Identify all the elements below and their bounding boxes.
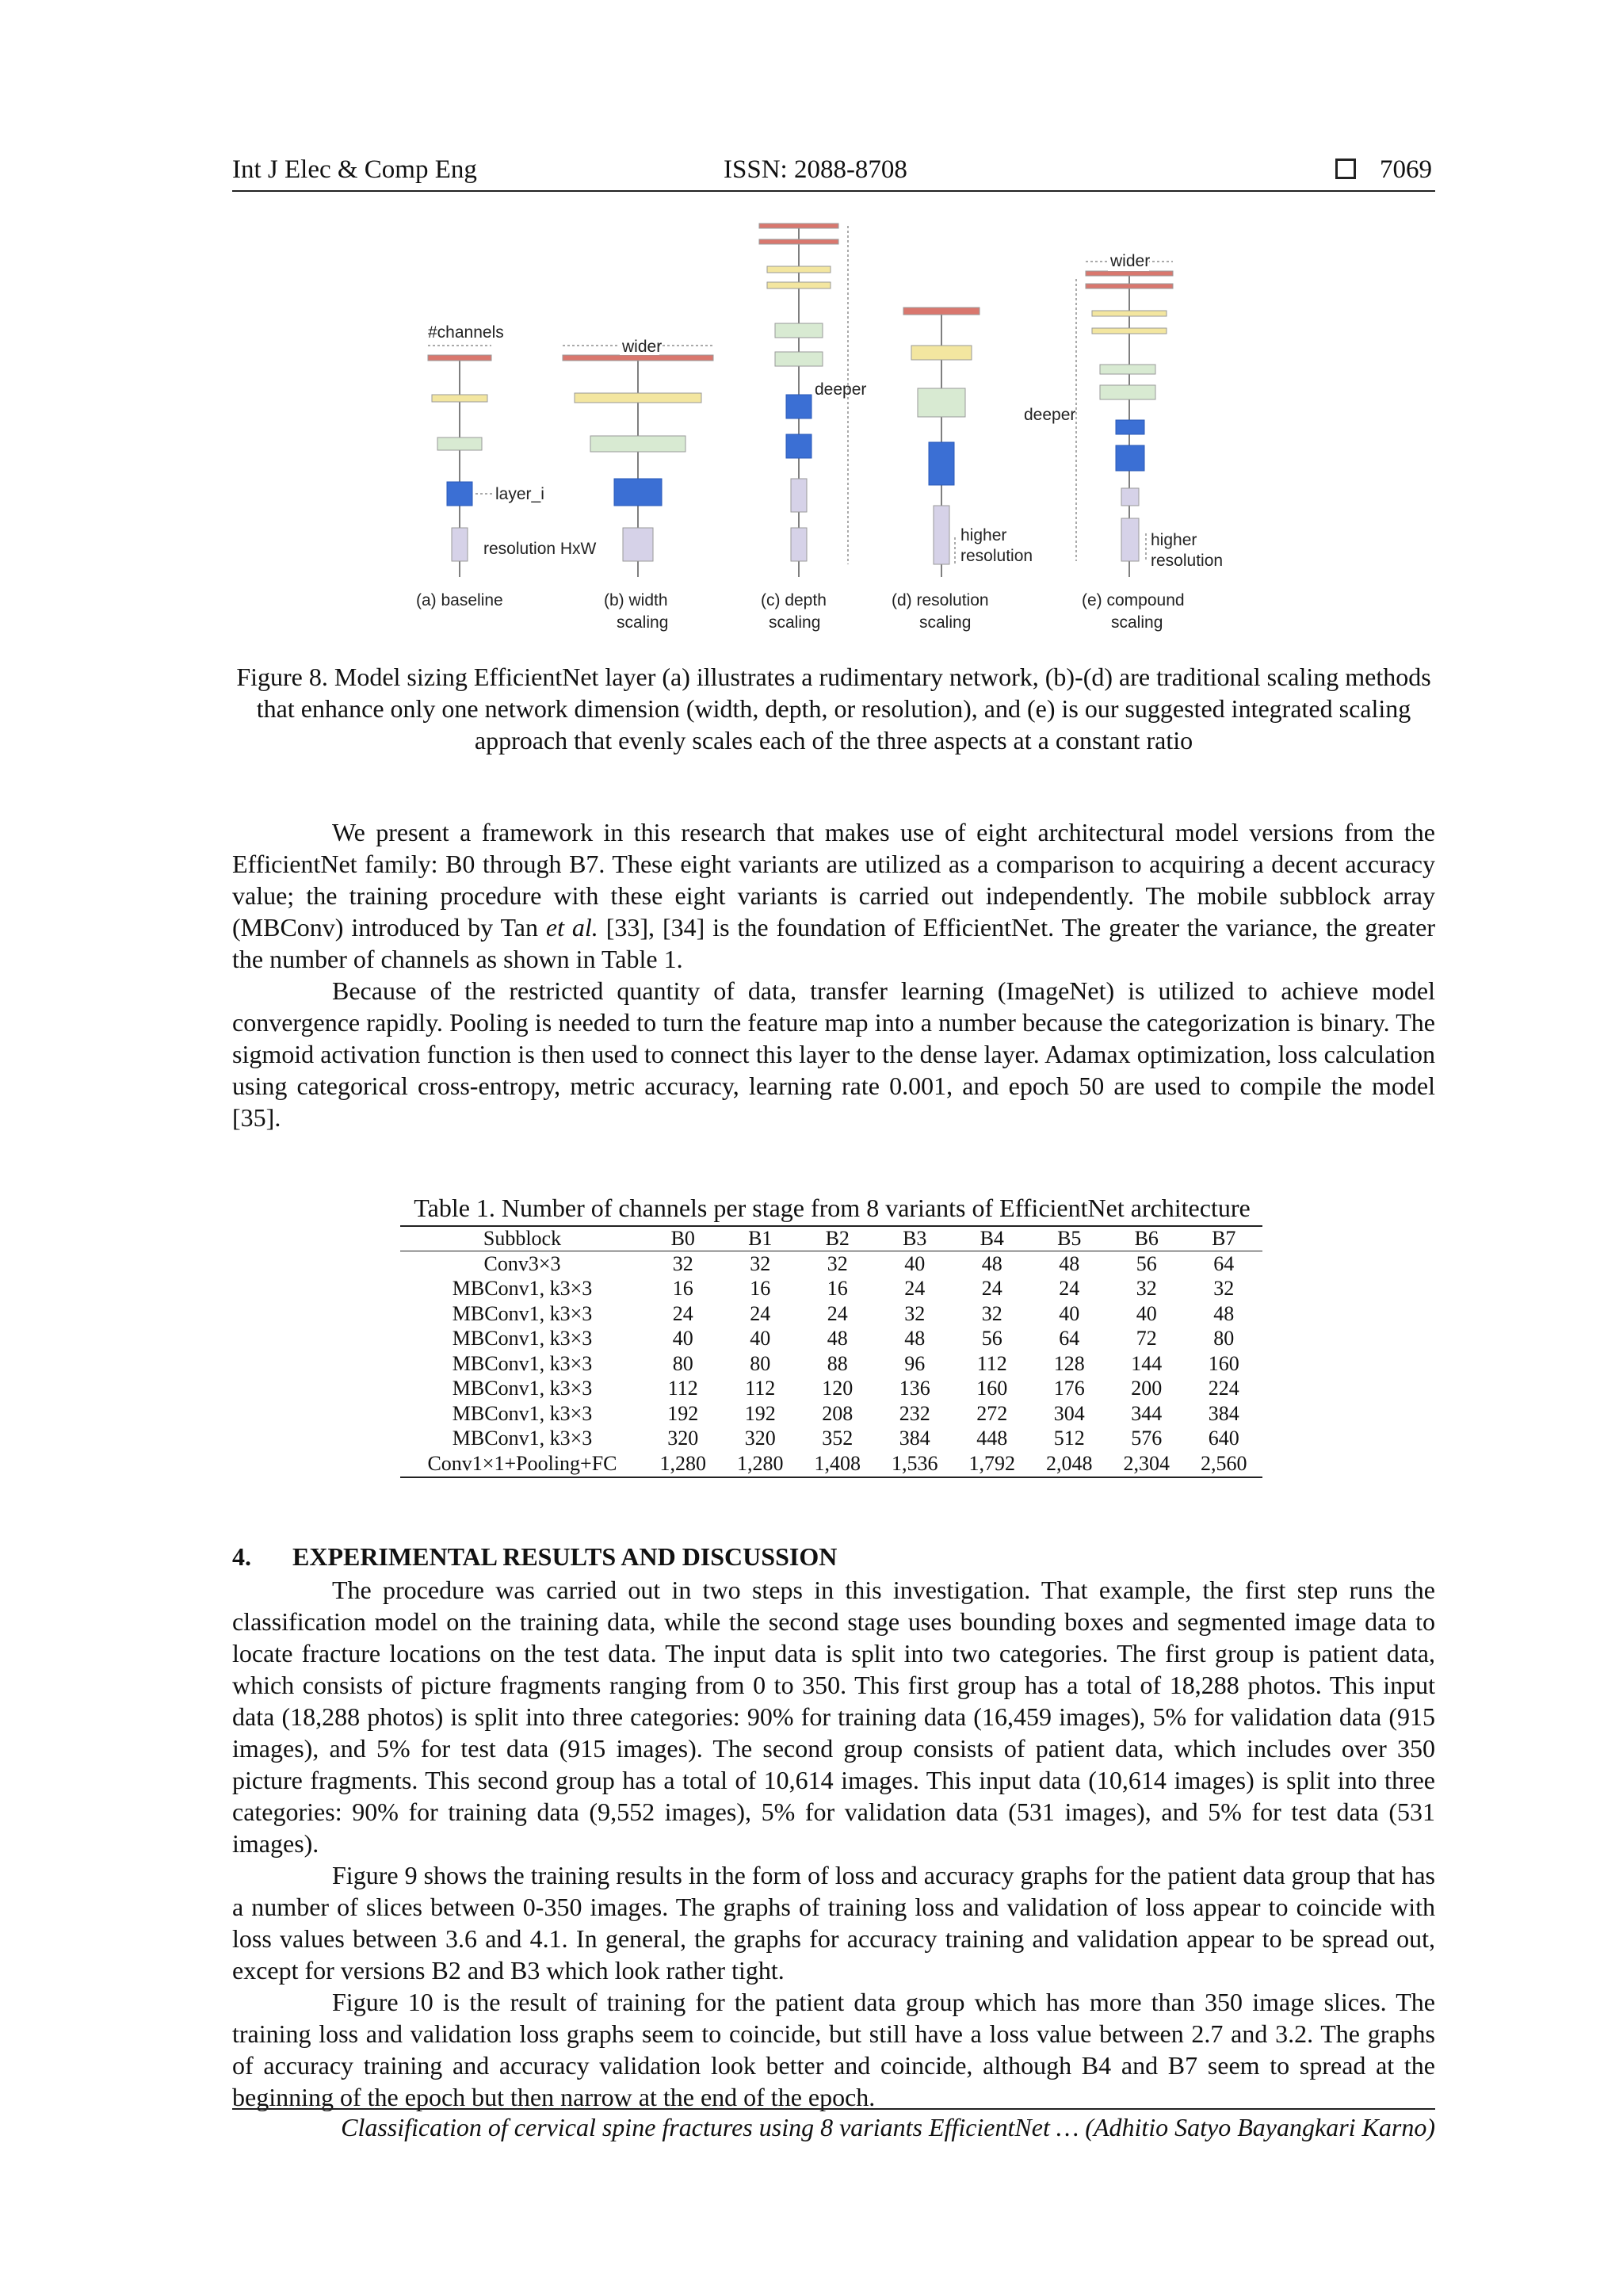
table-row — [400, 1277, 1262, 1302]
channel-cell: 112 — [667, 1377, 698, 1400]
table-header-cell: Subblock — [400, 1226, 644, 1251]
layer-i-label: layer_i — [495, 485, 544, 503]
page-number: 7069 — [1380, 155, 1432, 184]
channel-cell: 576 — [1131, 1427, 1163, 1450]
table-row — [400, 1427, 1262, 1452]
paragraph-figure-9: Figure 9 shows the training results in the form of loss and accuracy graphs for the patient data group that has a number of slices between 0-350 images. The graphs of training loss and validation of loss appear to coincide with loss values between 3.6 and 4.1. In general, the graphs for accuracy training and validation appear to be spread out, except for versions B2 and B3 which look rather tight. — [232, 1861, 1435, 1985]
channel-cell: 96 — [904, 1351, 926, 1375]
channel-cell: 192 — [667, 1401, 699, 1425]
page-header — [232, 155, 1435, 192]
subblock-cell: MBConv1, k3×3 — [452, 1277, 593, 1301]
subblock-cell: Conv1×1+Pooling+FC — [427, 1451, 617, 1475]
channel-cell: 2,304 — [1123, 1451, 1170, 1475]
channel-cell: 48 — [1213, 1301, 1235, 1325]
deeper-label-c: deeper — [815, 380, 867, 399]
subcaption-d-1: (d) resolution — [892, 591, 989, 609]
channel-cell: 48 — [827, 1327, 848, 1350]
channel-cell: 120 — [822, 1377, 854, 1400]
channel-cell: 48 — [1059, 1251, 1080, 1275]
channel-cell: 24 — [827, 1301, 848, 1325]
channel-cell: 272 — [976, 1401, 1008, 1425]
channels-label: #channels — [428, 323, 504, 342]
figure-8-scaling-diagram — [396, 212, 1268, 640]
table-row — [400, 1301, 1262, 1327]
subcaption-e-2: scaling — [1111, 613, 1163, 632]
channel-cell: 224 — [1208, 1377, 1239, 1400]
paragraph-procedure: The procedure was carried out in two steps in this investigation. That example, the first step runs the classification model on the training data, while the second stage uses bounding boxes and segmented image data to locate fracture locations on the test data. The input data is split into two categories. The first group is patient data, which consists of picture fragments ranging from 0 to 350. This first group has a total of 18,288 photos. This input data (18,288 photos) is split into three categories: 90% for training data (16,459 images), 5% for validation data (915 images), and 5% for test data (915 images). The second group consists of patient data, which includes over 350 picture fragments. This second group has a total of 10,614 images. This input data (10,614 images) is split into three categories: 90% for training data (9,552 images), 5% for validation data (531 images), and 5% for test data (531 images). — [232, 1576, 1435, 1858]
subcaption-b-2: scaling — [617, 613, 669, 632]
channel-cell: 160 — [1208, 1351, 1239, 1375]
channel-cell: 112 — [745, 1377, 776, 1400]
channel-cell: 40 — [1136, 1301, 1157, 1325]
table-row — [400, 1451, 1262, 1477]
channel-cell: 80 — [1213, 1327, 1235, 1350]
subblock-cell: MBConv1, k3×3 — [452, 1327, 593, 1350]
channel-cell: 24 — [981, 1277, 1002, 1301]
channel-cell: 304 — [1053, 1401, 1085, 1425]
channel-cell: 32 — [1213, 1277, 1235, 1301]
deeper-label-e: deeper — [1024, 406, 1076, 424]
channel-cell: 32 — [827, 1251, 848, 1275]
channel-cell: 24 — [904, 1277, 926, 1301]
table-1-caption: Table 1. Number of channels per stage from 8 variants of EfficientNet architecture — [414, 1194, 1251, 1222]
channel-cell: 128 — [1053, 1351, 1085, 1375]
subcaption-c-1: (c) depth — [761, 591, 827, 609]
channel-cell: 2,560 — [1201, 1451, 1247, 1475]
channel-cell: 40 — [1059, 1301, 1080, 1325]
subblock-cell: Conv3×3 — [483, 1251, 561, 1275]
channel-cell: 72 — [1136, 1327, 1157, 1350]
resolution-label-d: resolution — [960, 547, 1033, 565]
figure-8-caption: Figure 8. Model sizing EfficientNet layer (a) illustrates a rudimentary network, (b)-(d) are traditional scaling methods that enhance only one network dimension (width, depth, or resolution), and (e) is our suggested integrated scaling approach that evenly scales each of the three aspects at a constant ratio — [236, 663, 1431, 755]
channel-cell: 80 — [750, 1351, 771, 1375]
table-body — [400, 1251, 1262, 1477]
channel-cell: 384 — [899, 1427, 930, 1450]
channel-cell: 160 — [976, 1377, 1008, 1400]
channel-cell: 1,280 — [737, 1451, 784, 1475]
channel-cell: 56 — [981, 1327, 1002, 1350]
channel-cell: 2,048 — [1046, 1451, 1093, 1475]
channel-cell: 32 — [904, 1301, 926, 1325]
table-header-cell: B4 — [953, 1226, 1031, 1251]
channel-cell: 448 — [976, 1427, 1008, 1450]
channel-cell: 32 — [750, 1251, 771, 1275]
table-row — [400, 1401, 1262, 1427]
channel-cell: 112 — [976, 1351, 1007, 1375]
paragraph-framework-a: We present a framework in this research that makes use of eight architectural model versions from the EfficientNet family: B0 through B7. These eight variants are utilized as a comparison to acquiring a decent accuracy value; the training procedure with these eight variants is carried out independently. The mobile subblock array (MBConv) introduced by Tan — [232, 818, 1435, 942]
channel-cell: 32 — [981, 1301, 1002, 1325]
channel-cell: 32 — [672, 1251, 693, 1275]
subcaption-d-2: scaling — [919, 613, 972, 632]
higher-label-e: higher — [1151, 531, 1197, 549]
channel-cell: 320 — [744, 1427, 776, 1450]
channel-cell: 176 — [1053, 1377, 1085, 1400]
channel-cell: 144 — [1131, 1351, 1163, 1375]
table-1 — [400, 1225, 1262, 1478]
channel-cell: 192 — [744, 1401, 776, 1425]
channel-cell: 320 — [667, 1427, 699, 1450]
et-al: et al. — [545, 913, 598, 942]
channel-cell: 32 — [1136, 1277, 1157, 1301]
channel-cell: 640 — [1208, 1427, 1239, 1450]
channel-cell: 48 — [981, 1251, 1002, 1275]
subblock-cell: MBConv1, k3×3 — [452, 1401, 593, 1425]
channel-cell: 344 — [1131, 1401, 1163, 1425]
channel-cell: 80 — [672, 1351, 693, 1375]
channel-cell: 64 — [1059, 1327, 1080, 1350]
channel-cell: 512 — [1053, 1427, 1085, 1450]
paragraph-framework — [232, 816, 1435, 975]
table-header-cell: B2 — [799, 1226, 876, 1251]
channel-cell: 16 — [672, 1277, 693, 1301]
table-row — [400, 1351, 1262, 1377]
page-footer: Classification of cervical spine fractures using 8 variants EfficientNet … (Adhitio Satyo Bayangkari Karno) — [232, 2108, 1435, 2142]
channel-cell: 64 — [1213, 1251, 1235, 1275]
channel-cell: 24 — [1059, 1277, 1080, 1301]
channel-cell: 88 — [827, 1351, 848, 1375]
resolution-hxw-label: resolution HxW — [483, 540, 597, 558]
subblock-cell: MBConv1, k3×3 — [452, 1427, 593, 1450]
subcaption-b-1: (b) width — [604, 591, 668, 609]
wider-label-b: wider — [622, 338, 663, 356]
channel-cell: 56 — [1136, 1251, 1157, 1275]
channel-cell: 136 — [899, 1377, 930, 1400]
table-header-cell: B0 — [644, 1226, 722, 1251]
higher-label-d: higher — [960, 526, 1007, 544]
table-row — [400, 1377, 1262, 1402]
journal-name: Int J Elec & Comp Eng — [232, 155, 477, 184]
paragraph-figure-10: Figure 10 is the result of training for the patient data group which has more than 350 image slices. The training loss and validation loss graphs seem to coincide, but still have a loss value between 2.7 and 3.2. The graphs of accuracy training and accuracy validation look better and coincide, although B4 and B7 seem to spread at the beginning of the epoch but then narrow at the end of the epoch. — [232, 1988, 1435, 2111]
subfigure-width-scaling — [563, 336, 713, 632]
subfigure-compound-scaling — [1024, 252, 1223, 632]
table-header-cell: B5 — [1031, 1226, 1109, 1251]
subblock-cell: MBConv1, k3×3 — [452, 1301, 593, 1325]
table-header-cell: B6 — [1108, 1226, 1186, 1251]
paragraph-transfer-learning: Because of the restricted quantity of data, transfer learning (ImageNet) is utilized to achieve model convergence rapidly. Pooling is needed to turn the feature map into a number because the categorization is binary. The sigmoid activation function is then used to connect this layer to the dense layer. Adamax optimization, loss calculation using categorical cross-entropy, metric accuracy, learning rate 0.001, and epoch 50 are used to compile the model [35]. — [232, 976, 1435, 1132]
subblock-cell: MBConv1, k3×3 — [452, 1351, 593, 1375]
channel-cell: 16 — [750, 1277, 771, 1301]
channel-cell: 208 — [822, 1401, 854, 1425]
channel-cell: 40 — [904, 1251, 926, 1275]
section-title: EXPERIMENTAL RESULTS AND DISCUSSION — [292, 1542, 838, 1571]
paragraph-framework-b: [33], [34] is the foundation of EfficientNet. The greater the variance, the greater the number of channels as shown in Table 1. — [232, 913, 1436, 973]
channel-cell: 40 — [672, 1327, 693, 1350]
channel-cell: 1,280 — [659, 1451, 706, 1475]
subblock-cell: MBConv1, k3×3 — [452, 1377, 593, 1400]
channel-cell: 48 — [904, 1327, 926, 1350]
channel-cell: 1,792 — [968, 1451, 1015, 1475]
subfigure-baseline — [416, 323, 597, 609]
channel-cell: 24 — [672, 1301, 693, 1325]
subfigure-resolution-scaling — [892, 308, 1033, 632]
table-header-cell: B7 — [1186, 1226, 1263, 1251]
channel-cell: 200 — [1131, 1377, 1163, 1400]
table-header-cell: B1 — [722, 1226, 800, 1251]
section-number: 4. — [232, 1542, 251, 1571]
subcaption-c-2: scaling — [769, 613, 821, 632]
table-header-cell: B3 — [876, 1226, 954, 1251]
table-row — [400, 1251, 1262, 1277]
subfigure-depth-scaling — [759, 223, 866, 632]
channel-cell: 232 — [899, 1401, 930, 1425]
table-row — [400, 1327, 1262, 1352]
channel-cell: 40 — [750, 1327, 771, 1350]
channel-cell: 384 — [1208, 1401, 1239, 1425]
resolution-label-e: resolution — [1151, 552, 1224, 570]
channel-cell: 16 — [827, 1277, 848, 1301]
channel-cell: 352 — [822, 1427, 854, 1450]
subcaption-e-1: (e) compound — [1082, 591, 1185, 609]
table-header-row — [400, 1226, 1262, 1251]
subcaption-a: (a) baseline — [416, 591, 503, 609]
channel-cell: 1,408 — [814, 1451, 861, 1475]
channel-cell: 24 — [750, 1301, 771, 1325]
wider-label-e: wider — [1110, 252, 1151, 270]
issn: ISSN: 2088-8708 — [724, 155, 907, 184]
section-4-heading — [232, 1542, 837, 1572]
channel-cell: 1,536 — [892, 1451, 938, 1475]
checkbox-square-icon — [1335, 159, 1356, 179]
